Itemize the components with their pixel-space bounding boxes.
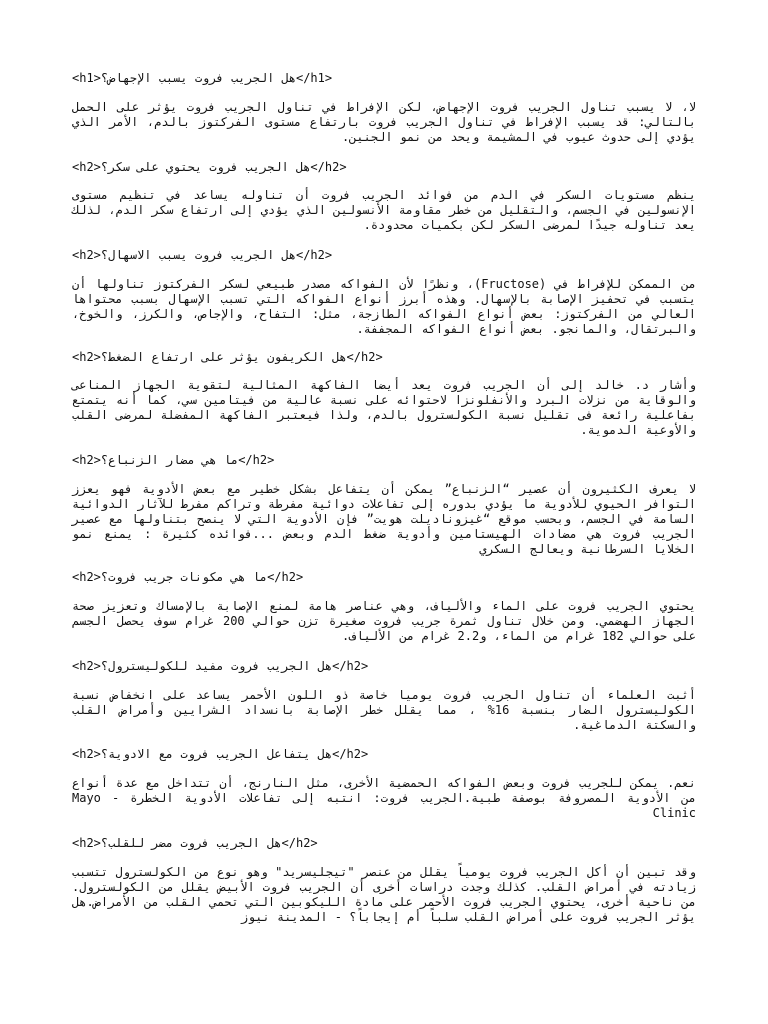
paragraph-cholesterol: أثبت العلماء أن تناول الجريب فروت يوميا خاصة ذو اللون الأحمر يساعد على انخفاض نسبة الكوليسترول الضار بنسبة 16% ، مما يقلل خطر الإصابة بانسداد الشرايين وأمراض القلب والسكتة الدماغية. [72, 688, 696, 732]
paragraph-blood-pressure: وأشار د. خالد إلى أن الجريب فروت يعد أيضا الفاكهة المثالية لتقوية الجهاز المناعى والوقاية من نزلات البرد والأنفلونزا لاحتوائه على نسبة عالية من فيتامين سي، كما أنه يتمتع بفاعلية رائعة فى تقليل نسبة الكولسترول بالدم، ولذا فيعتبر الفاكهة المفضلة لمرضى القلب والأوعية الدموية. [72, 378, 696, 437]
paragraph-miscarriage: لا، لا يسبب تناول الجريب فروت الإجهاض، لكن الإفراط في تناول الجريب فروت يؤثر على الحمل بالتالي: قد يسبب الإفراط في تناول الجريب فروت بارتفاع مستوى الفركتوز بالدم، الأمر الذي يؤدي إلى حدوث عيوب في المشيمة ويحد من نمو الجنين. [72, 100, 696, 144]
paragraph-diarrhea: من الممكن للإفراط في (Fructose)، ونظرًا لأن الفواكه مصدر طبيعي لسكر الفركتوز تناولها أن يتسبب في تحفيز الإصابة بالإسهال. وهذه أبرز أنواع الفواكه التي تسبب الإسهال بسبب محتواها العالي من الفركتوز: بعض أنواع الفواكه الطازجة، مثل: التفاح، والإجاص، والكرز، والخوخ، والبرتقال، والمانجو. بعض أنواع الفواكه المجففة. [72, 277, 697, 336]
heading-cholesterol: <h2>هل الجريب فروت مفيد للكوليسترول؟</h2> [72, 659, 369, 673]
paragraph-drug-interactions: نعم. يمكن للجريب فروت وبعض الفواكه الحمضية الأخرى، مثل النارنج، أن تتداخل مع عدة أنواع من الأدوية المصروفة بوصفة طبية.الجريب فروت: انتبه إلى تفاعلات الأدوية الخطرة - Mayo Clinic [72, 776, 696, 820]
heading-diarrhea: <h2>هل الجريب فروت يسبب الاسهال؟</h2> [72, 248, 333, 262]
heading-drug-interactions: <h2>هل يتفاعل الجريب فروت مع الادوية؟</h2> [72, 747, 369, 761]
heading-sugar: <h2>هل الجريب فروت يحتوي على سكر؟</h2> [72, 160, 347, 174]
heading-zanbaa-harms: <h2>ما هي مضار الزنباع؟</h2> [72, 453, 275, 467]
heading-components: <h2>ما هي مكونات جريب فروت؟</h2> [72, 570, 304, 584]
paragraph-heart: وقد تبين أن أكل الجريب فروت يومياً يقلل من عنصر "تيجليسريد" وهو نوع من الكولسترول تتسبب زيادته في أمراض القلب. كذلك وجدت دراسات أخرى أن الجريب فروت الأبيض يقلل من الكولسترول. من ناحية أخرى، يحتوي الجريب فروت الأحمر على مادة الليكوبين التي تحمي القلب من الأمراض.هل يؤثر الجريب فروت على أمراض القلب سلباً أم إيجاباً؟ - المدينة نيوز [72, 865, 696, 924]
paragraph-components: يحتوي الجريب فروت على الماء والألياف، وهي عناصر هامة لمنع الإصابة بالإمساك وتعزيز صحة الجهاز الهضمي. ومن خلال تناول ثمرة جريب فروت صغيرة تزن حوالي 200 غرام سوف يحصل الجسم على حوالي 182 غرام من الماء، و2.2 غرام من الألياف. [72, 599, 696, 643]
paragraph-sugar: ينظم مستويات السكر في الدم من فوائد الجريب فروت أن تناوله يساعد في تنظيم مستوى الإنسولين في الجسم، والتقليل من خطر مقاومة الأنسولين الذي يؤدي إلى ارتفاع سكر الدم، لذلك يعد تناوله جيدًا لمرضى السكر لكن بكميات محدودة. [72, 188, 696, 232]
heading-blood-pressure: <h2>هل الكريفون يؤثر على ارتفاع الضغط؟</h2> [72, 350, 383, 364]
paragraph-zanbaa-harms: لا يعرف الكثيرون أن عصير “الزنباع” يمكن أن يتفاعل بشكل خطير مع بعض الأدوية فهو يعزز التوافر الحيوي للأدوية ما يؤدي بدوره إلى تفاعلات دوائية مفرطة وتراكم مفرط للآثار الدوائية السامة في الجسم، وبحسب موقع “غيزوناديلت هويت” فإن الأدوية التي لا ينصح بتناولها مع عصير الجريب فروت هي مضادات الهيستامين وأدوية ضغط الدم وبعض ...فوائده كثيرة : يمنع نمو الخلايا السرطانية ويعالج السكري [72, 482, 696, 556]
heading-miscarriage: <h1>هل الجريب فروت يسبب الإجهاض؟</h1> [72, 71, 333, 85]
heading-heart: <h2>هل الجريب فروت مضر للقلب؟</h2> [72, 836, 318, 850]
